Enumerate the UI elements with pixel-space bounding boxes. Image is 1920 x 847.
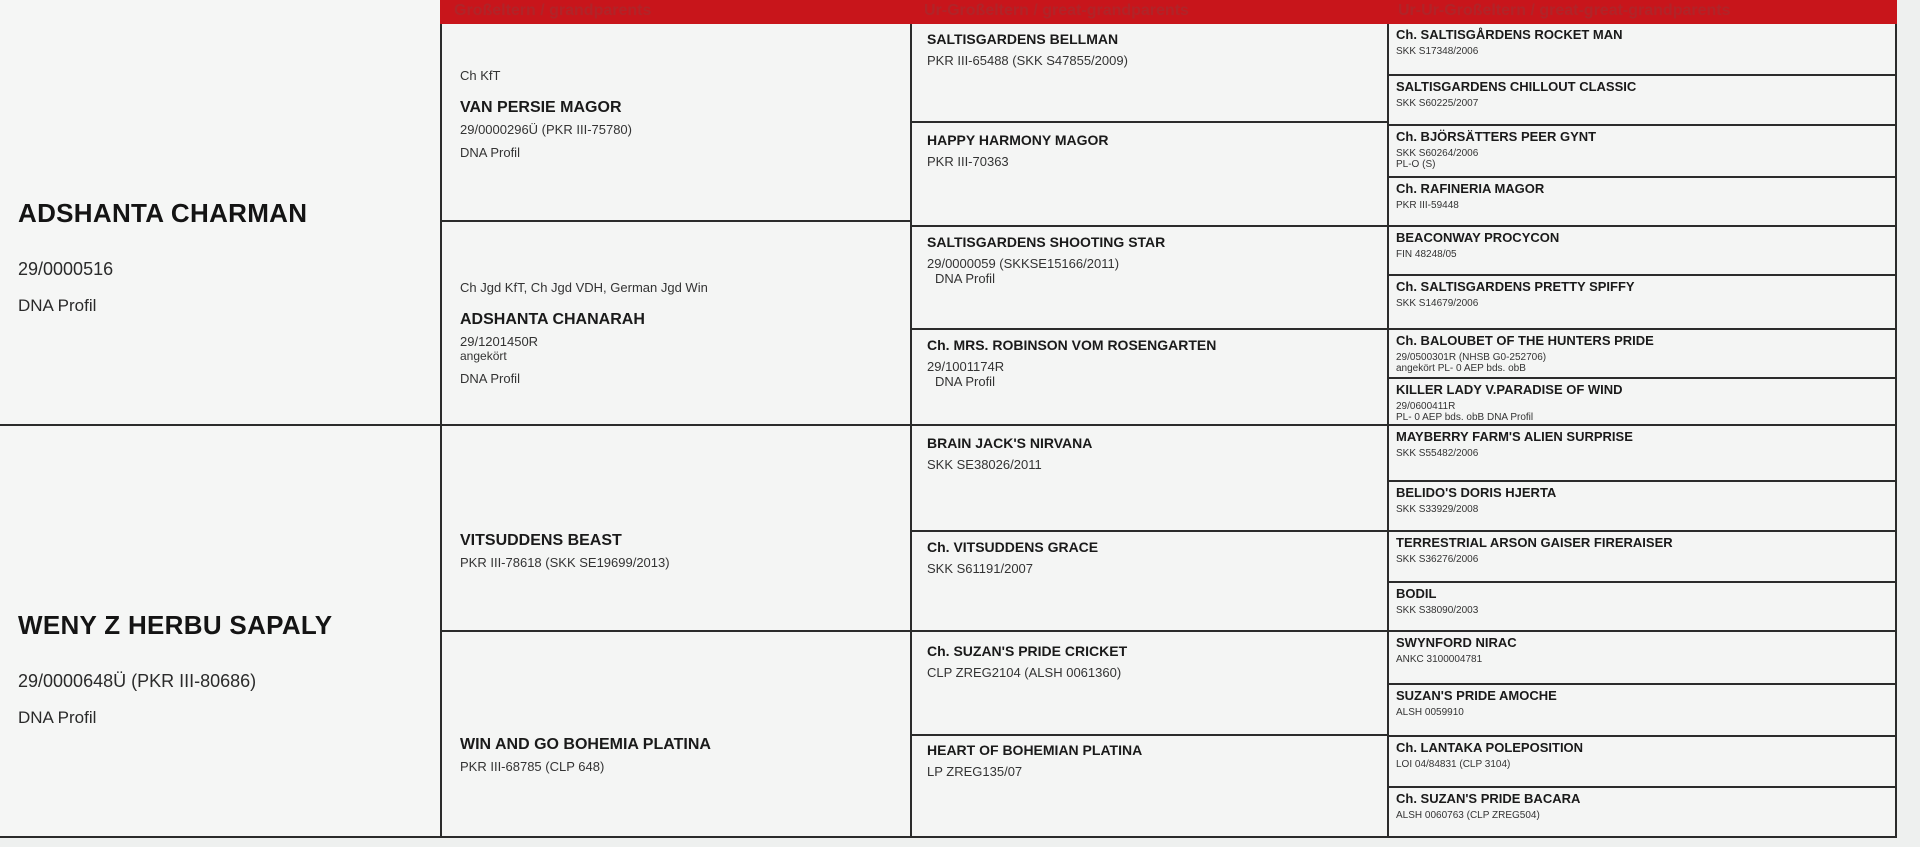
great-grandparent-name: BRAIN JACK'S NIRVANA [927, 435, 1093, 451]
great-grandparent-registration: CLP ZREG2104 (ALSH 0061360) [927, 665, 1122, 680]
dam-cell [0, 426, 440, 838]
ggg-note: angekört PL- 0 AEP bds. obB [1396, 363, 1526, 374]
grandparent-registration: 29/1201450R [460, 334, 539, 349]
great-grandparent-name: SALTISGARDENS SHOOTING STAR [927, 234, 1166, 250]
great-grandparent-name: SALTISGARDENS BELLMAN [927, 31, 1119, 47]
ggg-registration: ALSH 0059910 [1396, 707, 1464, 718]
ggg-cell [1387, 227, 1897, 276]
grandparent-cell [440, 632, 910, 838]
ggg-name: SWYNFORD NIRAC [1396, 635, 1517, 650]
ggg-name: BEACONWAY PROCYCON [1396, 230, 1560, 245]
ggg-registration: SKK S33929/2008 [1396, 504, 1479, 515]
great-grandparent-registration: LP ZREG135/07 [927, 764, 1023, 779]
great-grandparent-registration: 29/0000059 (SKKSE15166/2011) [927, 256, 1120, 271]
dam-dna: DNA Profil [18, 708, 97, 727]
ggg-cell [1387, 685, 1897, 737]
ggg-cell [1387, 126, 1897, 178]
great-grandparent-name: Ch. MRS. ROBINSON VOM ROSENGARTEN [927, 337, 1217, 353]
header-great-grandparents: Ur-Großeltern / great-grandparents [924, 2, 1189, 19]
grandparent-name: WIN AND GO BOHEMIA PLATINA [460, 736, 711, 753]
ggg-cell [1387, 379, 1897, 426]
ggg-registration: LOI 04/84831 (CLP 3104) [1396, 759, 1511, 770]
ggg-name: SALTISGARDENS CHILLOUT CLASSIC [1396, 79, 1637, 94]
grandparent-cell [440, 24, 910, 222]
great-grandparent-cell [910, 426, 1387, 532]
great-grandparent-registration: SKK SE38026/2011 [927, 457, 1042, 472]
ggg-registration: FIN 48248/05 [1396, 249, 1457, 260]
ggg-name: BODIL [1396, 586, 1437, 601]
sire-dna: DNA Profil [18, 296, 97, 315]
grandparent-dna: DNA Profil [460, 371, 520, 386]
great-grandparent-registration: 29/1001174R [927, 359, 1005, 374]
parents-column [0, 0, 440, 838]
great-grandparent-cell [910, 24, 1387, 123]
ggg-cell [1387, 276, 1897, 330]
ggg-registration: ANKC 3100004781 [1396, 654, 1483, 665]
great-grandparent-cell [910, 330, 1387, 426]
ggg-cell [1387, 583, 1897, 632]
ggg-cell [1387, 24, 1897, 76]
ggg-registration: SKK S38090/2003 [1396, 605, 1479, 616]
ggg-registration: SKK S36276/2006 [1396, 554, 1479, 565]
grandparent-name: ADSHANTA CHANARAH [460, 311, 645, 328]
great-grandparent-name: HAPPY HARMONY MAGOR [927, 132, 1109, 148]
great-grandparent-registration: PKR III-65488 (SKK S47855/2009) [927, 53, 1128, 68]
great-great-grandparents-column [1387, 0, 1897, 838]
sire-registration: 29/0000516 [18, 259, 114, 279]
sire-cell [0, 0, 440, 426]
grandparent-title: Ch KfT [460, 68, 501, 83]
ggg-registration: SKK S60264/2006 [1396, 148, 1479, 159]
ggg-name: Ch. SUZAN'S PRIDE BACARA [1396, 791, 1581, 806]
ggg-registration: SKK S17348/2006 [1396, 46, 1479, 57]
ggg-cell [1387, 788, 1897, 838]
ggg-registration: 29/0600411R [1396, 401, 1456, 412]
dam-registration: 29/0000648Ü (PKR III-80686) [18, 671, 257, 691]
grandparent-name: VITSUDDENS BEAST [460, 532, 622, 549]
grandparent-title: Ch Jgd KfT, Ch Jgd VDH, German Jgd Win [460, 280, 708, 295]
ggg-registration: PKR III-59448 [1396, 200, 1459, 211]
ggg-name: Ch. SALTISGARDENS PRETTY SPIFFY [1396, 279, 1635, 294]
ggg-note: PL-O (S) [1396, 159, 1436, 170]
grandparent-cell [440, 426, 910, 632]
great-grandparent-cell [910, 227, 1387, 330]
ggg-registration: ALSH 0060763 (CLP ZREG504) [1396, 810, 1540, 821]
ggg-cell [1387, 178, 1897, 227]
ggg-registration: 29/0500301R (NHSB G0-252706) [1396, 352, 1547, 363]
bottom-border [0, 836, 1897, 838]
ggg-name: Ch. RAFINERIA MAGOR [1396, 181, 1545, 196]
great-grandparent-dna: DNA Profil [935, 374, 995, 389]
ggg-registration: SKK S14679/2006 [1396, 298, 1479, 309]
grandparent-note: angekört [460, 349, 507, 363]
grandparent-dna: DNA Profil [460, 145, 520, 160]
ggg-cell [1387, 76, 1897, 126]
ggg-name: KILLER LADY V.PARADISE OF WIND [1396, 382, 1623, 397]
great-grandparent-registration: SKK S61191/2007 [927, 561, 1034, 576]
ggg-name: Ch. BJÖRSÄTTERS PEER GYNT [1396, 129, 1597, 144]
great-grandparent-name: Ch. SUZAN'S PRIDE CRICKET [927, 643, 1128, 659]
ggg-cell [1387, 532, 1897, 583]
ggg-name: BELIDO'S DORIS HJERTA [1396, 485, 1557, 500]
ggg-note: PL- 0 AEP bds. obB DNA Profil [1396, 412, 1534, 423]
ggg-cell [1387, 330, 1897, 379]
ggg-name: SUZAN'S PRIDE AMOCHE [1396, 688, 1557, 703]
ggg-registration: SKK S55482/2006 [1396, 448, 1479, 459]
ggg-name: Ch. BALOUBET OF THE HUNTERS PRIDE [1396, 333, 1654, 348]
great-grandparent-cell [910, 532, 1387, 632]
great-grandparent-registration: PKR III-70363 [927, 154, 1009, 169]
grandparent-cell [440, 222, 910, 426]
great-grandparent-name: HEART OF BOHEMIAN PLATINA [927, 742, 1143, 758]
great-grandparent-cell [910, 123, 1387, 227]
grandparent-registration: 29/0000296Ü (PKR III-75780) [460, 122, 632, 137]
ggg-name: MAYBERRY FARM'S ALIEN SURPRISE [1396, 429, 1633, 444]
header-great-great-grandparents: Ur-Ur-Großeltern / great-great-grandparents [1398, 2, 1731, 19]
dam-name: WENY Z HERBU SAPALY [18, 610, 333, 640]
great-grandparent-cell [910, 632, 1387, 736]
grandparent-registration: PKR III-78618 (SKK SE19699/2013) [460, 555, 670, 570]
grandparents-column [440, 0, 910, 838]
ggg-cell [1387, 482, 1897, 532]
great-grandparent-cell [910, 736, 1387, 838]
header-grandparents: Großeltern / grandparents [454, 2, 652, 19]
grandparent-name: VAN PERSIE MAGOR [460, 99, 622, 116]
great-grandparent-dna: DNA Profil [935, 271, 995, 286]
great-grandparents-column [910, 0, 1387, 838]
ggg-registration: SKK S60225/2007 [1396, 98, 1479, 109]
grandparent-registration: PKR III-68785 (CLP 648) [460, 759, 605, 774]
ggg-name: TERRESTRIAL ARSON GAISER FIRERAISER [1396, 535, 1673, 550]
ggg-cell [1387, 426, 1897, 482]
ggg-cell [1387, 737, 1897, 788]
ggg-name: Ch. LANTAKA POLEPOSITION [1396, 740, 1584, 755]
sire-name: ADSHANTA CHARMAN [18, 198, 308, 228]
ggg-name: Ch. SALTISGÅRDENS ROCKET MAN [1396, 27, 1623, 42]
great-grandparent-name: Ch. VITSUDDENS GRACE [927, 539, 1099, 555]
ggg-cell [1387, 632, 1897, 685]
